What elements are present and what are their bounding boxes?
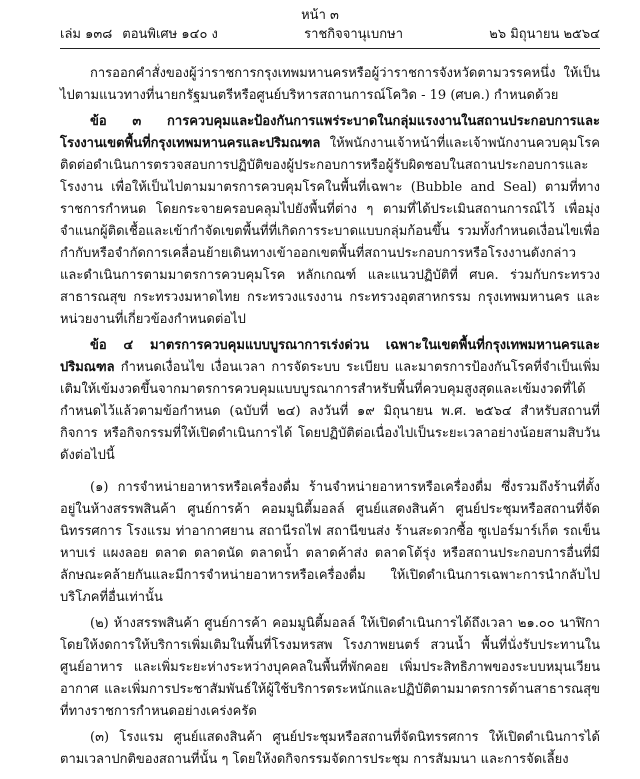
clause-3 <box>60 111 600 331</box>
volume-label: เล่ม ๑๓๘ <box>60 27 113 42</box>
clause-3-text: ให้พนักงานเจ้าหน้าที่และเจ้าพนักงานควบคุมโรคติดต่อดำเนินการตรวจสอบการปฏิบัติของผู้ประกอบการหรือผู้รับผิดชอบในสถานประกอบการและโรงงาน เพื่อให้เป็นไปตามมาตรการควบคุมโรคในพื้นที่เฉพาะ (Bubble and Seal) ตามที่ทางราชการกำหนด โดยกระจายครอบคลุมไปยังพื้นที่ต่าง ๆ ตามที่ได้ประเมินสถานการณ์ไว้ เพื่อมุ่งจำแนกผู้ติดเชื้อและเข้ากำจัดเขตพื้นที่ที่เกิดการระบาดแบบกลุ่มก้อนขึ้น รวมทั้งกำหนดเงื่อนไขเพื่อกำกับหรือจำกัดการเคลื่อนย้ายเดินทางเข้าออกเขตพื้นที่สถานประกอบการหรือโรงงานดังกล่าว และดำเนินการตามมาตรการควบคุมโรค หลักเกณฑ์ และแนวปฏิบัติที่ ศบค. ร่วมกับกระทรวงสาธารณสุข กระทรวงมหาดไทย กระทรวงแรงงาน กระทรวงอุตสาหกรรม กรุงเทพมหานคร และหน่วยงานที่เกี่ยวข้องกำหนดต่อไป <box>60 136 600 327</box>
header-rule <box>60 48 600 49</box>
section-label: ตอนพิเศษ ๑๔๐ ง <box>122 27 218 42</box>
item-1: (๑) การจำหน่ายอาหารหรือเครื่องดื่ม ร้านจำหน่ายอาหารหรือเครื่องดื่ม ซึ่งรวมถึงร้านที่ตั้งอยู่ในห้างสรรพสินค้า ศูนย์การค้า คอมมูนิตี้มอลล์ ศูนย์แสดงสินค้า ศูนย์ประชุมหรือสถานที่จัดนิทรรศการ โรงแรม ท่าอากาศยาน สถานีรถไฟ สถานีขนส่ง ร้านสะดวกซื้อ ซูเปอร์มาร์เก็ต รถเข็น หาบเร่ แผงลอย ตลาด ตลาดนัด ตลาดน้ำ ตลาดค้าส่ง ตลาดโต้รุ่ง หรือสถานประกอบการอื่นที่มีลักษณะคล้ายกันและมีการจำหน่ายอาหารหรือเครื่องดื่ม ให้เปิดดำเนินการเฉพาะการนำกลับไปบริโภคที่อื่นเท่านั้น <box>60 480 600 605</box>
paragraph-1: การออกคำสั่งของผู้ว่าราชการกรุงเทพมหานครหรือผู้ว่าราชการจังหวัดตามวรรคหนึ่ง ให้เป็นไปตามแนวทางที่นายกรัฐมนตรีหรือศูนย์บริหารสถานการณ์โควิด - 19 (ศบค.) กำหนดด้วย <box>60 66 600 103</box>
volume-section <box>60 26 218 44</box>
publication-date: ๒๖ มิถุนายน ๒๕๖๔ <box>489 27 600 42</box>
gazette-title: ราชกิจจานุเบกษา <box>304 27 403 42</box>
clause-4-text: กำหนดเงื่อนไข เงื่อนเวลา การจัดระบบ ระเบียบ และมาตรการป้องกันโรคที่จำเป็นเพิ่มเติมให้เข้มงวดขึ้นจากมาตรการควบคุมแบบบูรณาการสำหรับพื้นที่ควบคุมสูงสุดและเข้มงวดที่ได้กำหนดไว้แล้วตามข้อกำหนด (ฉบับที่ ๒๔) ลงวันที่ ๑๙ มิถุนายน พ.ศ. ๒๕๖๔ สำหรับสถานที่ กิจการ หรือกิจกรรมที่ให้เปิดดำเนินการได้ โดยปฏิบัติต่อเนื่องไปเป็นระยะเวลาอย่างน้อยสามสิบวัน ดังต่อไปนี้ <box>60 360 600 463</box>
page-number: หน้า ๓ <box>301 8 339 23</box>
clause-4 <box>60 335 600 467</box>
gazette-header <box>60 26 600 44</box>
item-2: (๒) ห้างสรรพสินค้า ศูนย์การค้า คอมมูนิตี้มอลล์ ให้เปิดดำเนินการได้ถึงเวลา ๒๑.๐๐ นาฬิกา โดยให้งดการให้บริการเพิ่มเติมในพื้นที่โรงมหรสพ โรงภาพยนตร์ สวนน้ำ พื้นที่นั่งรับประทานในศูนย์อาหาร และเพิ่มระยะห่างระหว่างบุคคลในพื้นที่พักคอย เพิ่มประสิทธิภาพของระบบหมุนเวียนอากาศ และเพิ่มการประชาสัมพันธ์ให้ผู้ใช้บริการตระหนักและปฏิบัติตามมาตรการด้านสาธารณสุขที่ทางราชการกำหนดอย่างเคร่งครัด <box>60 616 600 719</box>
clause-4-heading: ข้อ ๔ มาตรการควบคุมแบบบูรณาการเร่งด่วน เฉพาะในเขตพื้นที่กรุงเทพมหานครและปริมณฑล <box>60 338 600 375</box>
clause-3-heading: ข้อ ๓ การควบคุมและป้องกันการแพร่ระบาดในกลุ่มแรงงานในสถานประกอบการและโรงงานเขตพื้นที่กรุงเทพมหานครและปริมณฑล <box>60 114 600 151</box>
item-3: (๓) โรงแรม ศูนย์แสดงสินค้า ศูนย์ประชุมหรือสถานที่จัดนิทรรศการ ให้เปิดดำเนินการได้ตามเวลาปกติของสถานที่นั้น ๆ โดยให้งดกิจกรรมจัดการประชุม การสัมมนา และการจัดเลี้ยง <box>60 730 600 767</box>
